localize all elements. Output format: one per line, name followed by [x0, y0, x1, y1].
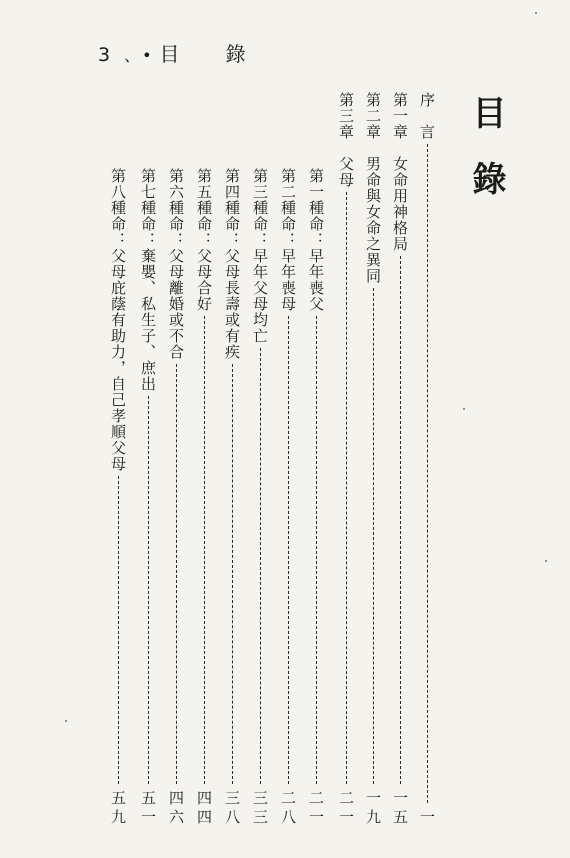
- toc-entry-label: 第四種命：父母長壽或有疾: [223, 168, 241, 360]
- toc-entry-label: 第一種命：早年喪父: [307, 168, 325, 312]
- dot-leader: [148, 396, 149, 784]
- dot-leader: [288, 316, 289, 784]
- toc-entry-page: 一五: [391, 790, 409, 828]
- dot-leader: [373, 288, 374, 784]
- toc-entry-label: 第三章 父母: [337, 92, 355, 188]
- toc-entry-chapter-3[interactable]: [336, 92, 356, 828]
- toc-entry-type-4[interactable]: [222, 168, 242, 828]
- header-title-2: 錄: [225, 42, 248, 66]
- toc-entry-label: 第五種命：父母合好: [195, 168, 213, 312]
- dot-leader: [316, 316, 317, 784]
- toc-entry-preface[interactable]: [417, 92, 437, 828]
- toc-entry-type-7[interactable]: [138, 168, 158, 828]
- toc-entry-page: 二一: [307, 790, 325, 828]
- toc-entry-page: 五一: [139, 790, 157, 828]
- running-header: [98, 38, 248, 67]
- scan-speck: [463, 408, 465, 410]
- header-title: 目: [159, 42, 182, 66]
- scan-speck: [65, 720, 67, 722]
- dot-leader: [232, 364, 233, 784]
- toc-entry-page: 四四: [195, 790, 213, 828]
- page-number: 3: [98, 44, 113, 66]
- toc-entry-page: 二一: [337, 790, 355, 828]
- toc-entry-label: 第二種命：早年喪母: [279, 168, 297, 312]
- toc-entry-label: 第七種命：棄嬰、私生子、庶出: [139, 168, 157, 392]
- toc-entry-page: 三八: [223, 790, 241, 828]
- toc-entry-type-2[interactable]: [278, 168, 298, 828]
- toc-entry-label: 第八種命：父母庇蔭有助力，自己孝順父母: [109, 168, 127, 472]
- scan-speck: [545, 560, 547, 562]
- header-mark: 、•: [124, 46, 154, 65]
- toc-entry-type-1[interactable]: [306, 168, 326, 828]
- page-title: 目錄: [466, 95, 506, 227]
- dot-leader: [260, 348, 261, 784]
- toc-entry-chapter-1[interactable]: [390, 92, 410, 828]
- toc-entry-label: 第六種命：父母離婚或不合: [167, 168, 185, 360]
- dot-leader: [204, 316, 205, 784]
- toc-entry-type-6[interactable]: [166, 168, 186, 828]
- toc-entry-label: 第一章 女命用神格局: [391, 92, 409, 252]
- toc-entry-type-5[interactable]: [194, 168, 214, 828]
- toc-entry-page: 四六: [167, 790, 185, 828]
- toc-entry-chapter-2[interactable]: [363, 92, 383, 828]
- toc-entry-label: 序 言: [418, 92, 436, 140]
- dot-leader: [427, 144, 428, 803]
- toc-entry-page: 二八: [279, 790, 297, 828]
- toc-entry-page: 一九: [364, 790, 382, 828]
- toc-entry-page: 五九: [109, 790, 127, 828]
- toc-entry-page: 三三: [251, 790, 269, 828]
- toc-entry-page: 一: [418, 809, 436, 828]
- toc-entry-label: 第三種命：早年父母均亡: [251, 168, 269, 344]
- scan-speck: [535, 12, 537, 14]
- dot-leader: [176, 364, 177, 784]
- dot-leader: [400, 256, 401, 784]
- toc-entry-label: 第二章 男命與女命之異同: [364, 92, 382, 284]
- dot-leader: [118, 476, 119, 784]
- toc-entry-type-3[interactable]: [250, 168, 270, 828]
- toc-entry-type-8[interactable]: [108, 168, 128, 828]
- dot-leader: [346, 192, 347, 784]
